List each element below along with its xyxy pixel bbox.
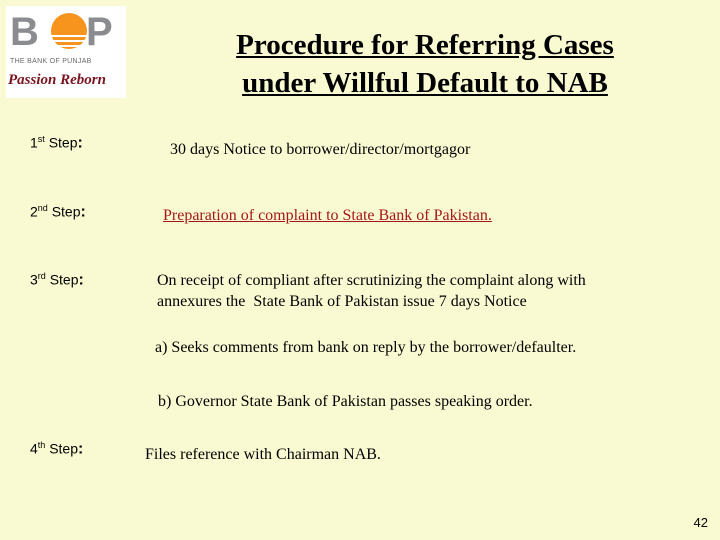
bank-logo [6,6,126,98]
step-4-colon: : [78,440,84,458]
logo-letter-p: P [86,10,113,54]
step-2-label [30,203,86,222]
sub-point-b: b) Governor State Bank of Pakistan passes speaking order. [158,393,533,410]
step-3-colon: : [78,271,84,289]
step-4-label [30,440,83,459]
step-3-suffix: rd [37,271,46,281]
step-4-number: 4 [30,440,38,457]
title-line-1: Procedure for Referring Cases [236,29,614,61]
step-2-colon: : [80,203,86,221]
step-1-number: 1 [30,134,38,151]
logo-tagline-2: Reborn [60,72,106,88]
step-3-text-line-2: annexures the State Bank of Pakistan issue 7 days Notice [157,293,527,310]
sub-point-a: a) Seeks comments from bank on reply by the borrower/defaulter. [155,339,577,356]
step-1-text: 30 days Notice to borrower/director/mortgagor [170,141,471,158]
step-3-text [157,270,586,312]
step-1-colon: : [77,134,83,152]
logo-tagline-1: Passion [8,72,57,88]
step-3-word: Step [49,271,79,288]
step-4-word: Step [49,440,79,457]
step-2-word: Step [51,203,81,220]
step-4-suffix: th [37,440,46,450]
step-1-label [30,134,83,153]
step-3-number: 3 [30,271,38,288]
page-number: 42 [693,515,708,530]
step-1-suffix: st [37,134,45,144]
logo-tagline [8,72,126,89]
step-3-label [30,271,84,290]
logo-letter-b: B [10,10,39,54]
step-1-word: Step [48,134,78,151]
step-4-text: Files reference with Chairman NAB. [145,446,381,463]
step-2-number: 2 [30,203,38,220]
title-line-2: under Willful Default to NAB [242,67,608,99]
page-title [160,26,690,102]
logo-subtitle: THE BANK OF PUNJAB [10,58,92,65]
step-3-text-line-1: On receipt of compliant after scrutinizing the complaint along with [157,272,586,289]
step-2-suffix: nd [37,203,48,213]
step-2-text: Preparation of complaint to State Bank of Pakistan. [163,207,492,224]
